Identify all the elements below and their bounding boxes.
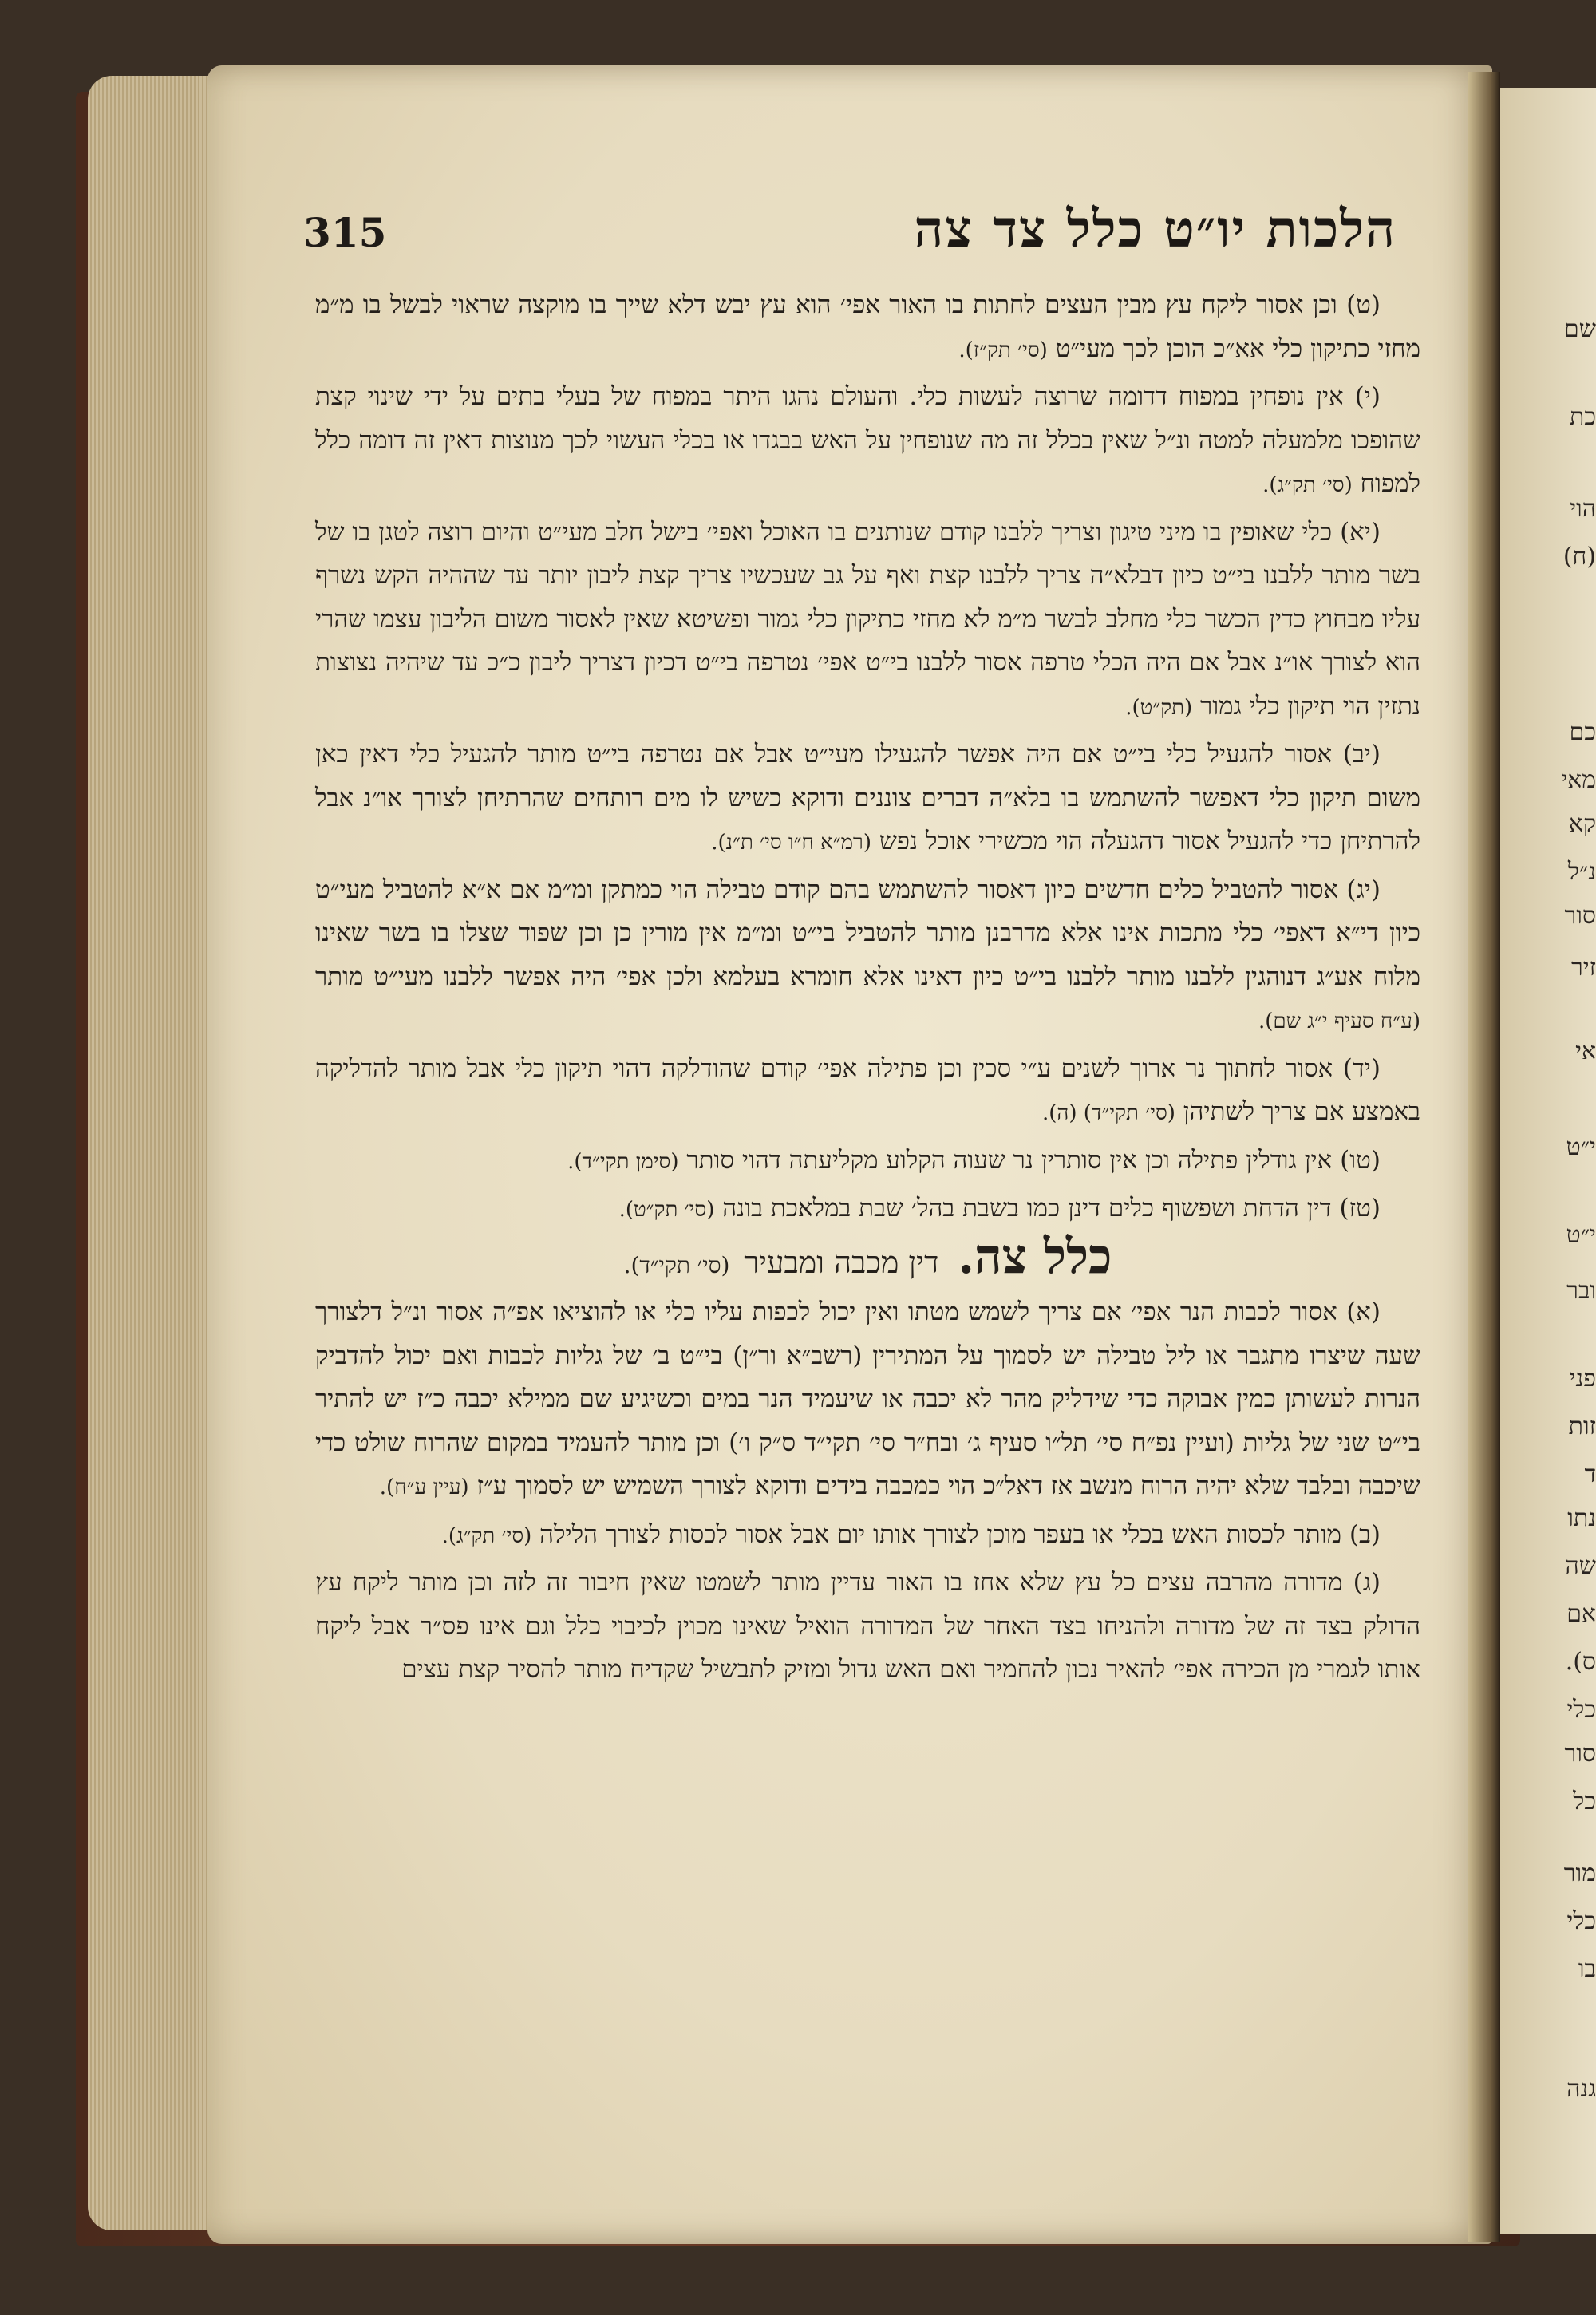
paragraph-ref: (ע״ח סעיף י״ג שם). <box>1258 1009 1420 1033</box>
paragraphs-before <box>315 283 1420 1232</box>
next-page-fragment: מור <box>1563 1859 1596 1887</box>
section-heading-number: כלל צה. <box>958 1228 1112 1285</box>
paragraph <box>315 1047 1420 1136</box>
paragraph-mark: (יב) <box>1342 740 1381 768</box>
paragraph-text: אסור להגעיל כלי בי״ט אם היה אפשר להגעילו מעי״ט אבל אם נטרפה בי״ט מותר להגעיל כלי דאין כאן משום תיקון כלי דאפשר להשתמש בו בלא״ה דברים צוננים ודוקא כשיש לו מים רותחים שהרתיחן לצורך או״נ אבל להרתיחן כדי להגעיל אסור דהגעלה הוי מכשירי אוכל נפש <box>315 740 1420 855</box>
paragraphs-after <box>315 1290 1420 1692</box>
paragraph-mark: (א) <box>1346 1298 1381 1326</box>
section-heading <box>315 1228 1420 1288</box>
next-page-fragment: אי <box>1575 1037 1596 1065</box>
running-title: הלכות יו״ט כלל צד צה <box>914 200 1396 259</box>
paragraph-mark: (טז) <box>1339 1194 1381 1223</box>
page-edges <box>88 76 215 2230</box>
next-page-fragment: כלי <box>1566 1696 1596 1724</box>
paragraph-ref: (סי׳ תקי״ד) (ה). <box>1041 1101 1175 1125</box>
next-page-fragment: כת <box>1570 403 1596 431</box>
paragraph-ref: (רמ״א ח״ו סי׳ ת״נ). <box>711 831 871 855</box>
next-page-fragment: י״ט <box>1566 1221 1596 1249</box>
next-page-fragment: שה <box>1565 1552 1596 1580</box>
next-page-fragment: י״ט <box>1566 1133 1596 1161</box>
paragraph-text: מדורה מהרבה עצים כל עץ שלא אחז בו האור עדיין מותר לשמטו שאין חיבור זה לזה וכן מותר ליקח עץ הדולק בצד זה של מדורה ולהניחו בצד האחר של המדורה הואיל שאינו מכוין לכיבוי כלל וגם אינו פס״ר אבל ליקח אותו לגמרי מן הכירה אפי׳ להאיר נכון להחמיר ואם האש גדול ומזיק לתבשיל שקדיח מותר להסיר קצת עצים <box>315 1568 1420 1684</box>
paragraph-mark: (ב) <box>1349 1519 1381 1549</box>
paragraph-mark: (יג) <box>1346 875 1381 904</box>
next-page-fragment: כלי <box>1566 1907 1596 1935</box>
paragraph-mark: (ג) <box>1353 1568 1381 1597</box>
next-page-fragment: קא <box>1568 810 1596 838</box>
next-page-fragment: גנה <box>1566 2075 1596 2103</box>
paragraph-mark: (י) <box>1354 382 1381 411</box>
next-page-fragment: כם <box>1569 718 1596 746</box>
paragraph-ref: (סי׳ תק״ג). <box>1262 473 1353 497</box>
paragraph-text: אסור לכבות הנר אפי׳ אם צריך לשמש מטתו ואין יכול לכפות עליו כלי או להוציאו אפ״ה אסור ונ״ל דלצורך שעה שיצרו מתגבר או ליל טבילה יש לסמוך על המתירין (רשב״א ור״ן) בי״ט ב׳ של גליות לכבות ואם יכול להדביק הנרות לעשותן כמין אבוקה כדי שידליק מהר לא יכבה או שיעמיד הנר במים וכשיגיע שם ממילא יכבה כ״ז יש להתיר בי״ט שני של גליות (ועיין נפ״ח סי׳ תל״ו סעיף ג׳ ובח״ר סי׳ תקי״ד ס״ק ו׳) וכן מותר להעמיד במקום שהרוח שולט כדי שיכבה ובלבד שלא יהיה הרוח מנשב אז דאל״כ הוי כמכבה בידים ודוקא לצורך השמיש יש לסמוך ע״ז <box>315 1298 1420 1500</box>
section-heading-title: דין מכבה ומבעיר <box>744 1244 939 1280</box>
paragraph-mark: (יד) <box>1342 1053 1381 1083</box>
paragraph <box>315 868 1420 1044</box>
next-page-fragment: שם <box>1564 315 1596 343</box>
next-page-fragment: זיר <box>1571 954 1596 982</box>
next-page-fragment: ד <box>1584 1460 1596 1488</box>
paragraph <box>315 1187 1420 1232</box>
paragraph <box>315 1290 1420 1510</box>
paragraph-mark: (יא) <box>1340 517 1381 547</box>
paragraph-text: אין גודלין פתילה וכן אין סותרין נר שעוה הקלוע מקליעתה דהוי סותר <box>686 1145 1333 1175</box>
page-header <box>287 200 1452 271</box>
paragraph-text: כלי שאופין בו מיני טיגון וצריך ללבנו קודם שנותנים בו האוכל ואפי׳ בישל חלב מעי״ט והיום רוצה לטגן בו של בשר מותר ללבנו בי״ט כיון דבלא״ה צריך ללבנו קצת ואף על גב שעכשיו צריך קצת ליבון יותר עד שההיה הקש נשרף עליו מבחוץ כדין הכשר כלי מחלב לבשר מ״מ לא מחזי כתיקון כלי גמור ופשיטא שאין לאסור משום הליבון עצמו שהרי הוא לצורך או״נ אבל אם היה הכלי טרפה אסור ללבנו בי״ט אפי׳ נטרפה בי״ט דכיון דצריך ליבון כ״כ עד שיהיה נצוצות נתזין הוי תיקון כלי גמור <box>315 517 1420 721</box>
paragraph-text: אסור לחתוך נר ארוך לשנים ע״י סכין וכן פתילה אפי׳ קודם שהודלקה דהוי תיקון כלי אבל מותר להדליקה באמצע אם צריך לשתיהן <box>315 1053 1420 1126</box>
paragraph <box>315 375 1420 508</box>
paragraph-mark: (ט) <box>1346 290 1381 319</box>
next-page-fragment: בו <box>1578 1955 1596 1983</box>
paragraph-text: אסור להטביל כלים חדשים כיון דאסור להשתמש בהם קודם טבילה הוי כמתקן ומ״מ אם א״א להטביל מעי״ט כיון די״א דאפי׳ כלי מתכות אינו אלא מדרבנן מותר להטביל בי״ט ומ״מ אין מורין כן וכן שפוד שצלו בו בשר שאינו מלוח אע״ג דנוהגין ללבנו מותר ללבנו בי״ט כיון דאינו אלא חומרא בעלמא ולכן אפי׳ היה אפשר ללבנו מעי״ט מותר <box>315 875 1420 991</box>
next-page-fragment: נ״ל <box>1567 858 1596 886</box>
paragraph <box>315 1561 1420 1692</box>
paragraph <box>315 1513 1420 1558</box>
paragraph-ref: (תק״ט). <box>1125 695 1193 720</box>
paragraph-text: מותר לכסות האש בכלי או בעפר מוכן לצורך אותו יום אבל אסור לכסות לצורך הלילה <box>539 1519 1341 1549</box>
paragraph-ref: (סימן תקי״ד). <box>567 1149 679 1174</box>
next-page-fragment: ס). <box>1565 1648 1596 1676</box>
section-heading-ref: (סי׳ תקי״ד). <box>623 1251 730 1278</box>
next-page-fragment: זות <box>1568 1412 1596 1440</box>
next-page-fragment: הוי <box>1570 495 1596 523</box>
paragraph <box>315 511 1420 730</box>
paragraph-text: דין הדחת ושפשוף כלים דינן כמו בשבת בהל׳ שבת במלאכת בונה <box>722 1194 1332 1223</box>
next-page-fragment: פני <box>1569 1365 1596 1393</box>
next-page-fragment: (ח) <box>1562 543 1596 571</box>
paragraph-ref: (סי׳ תק״ג). <box>441 1523 532 1548</box>
paragraph-text: וכן אסור ליקח עץ מבין העצים לחתות בו האור אפי׳ הוא עץ יבש דלא שייך בו מוקצה שראוי לבשל בו מ״מ מחזי כתיקון כלי אא״כ הוכן לכך מעי״ט <box>315 290 1420 363</box>
paragraph <box>315 1139 1420 1184</box>
page-body <box>315 283 1420 1695</box>
next-page-fragment: סור <box>1564 902 1596 930</box>
next-page-fragment: ובר <box>1566 1277 1596 1305</box>
paragraph-text: אין נופחין במפוח דדומה שרוצה לעשות כלי. והעולם נהגו היתר במפוח של בעלי בתים על ידי שינוי קצת שהופכו מלמעלה למטה ונ״ל שאין בכלל זה מה שנופחין על האש בבגדו או בכלי העשוי לכך מנוצות דאין זה דומה כלל למפוח <box>315 382 1420 498</box>
paragraph-ref: (עיין ע״ח). <box>379 1476 469 1499</box>
next-page-fragment: סור <box>1564 1740 1596 1768</box>
paragraph <box>315 733 1420 865</box>
next-page-fragment: כל <box>1573 1788 1596 1815</box>
paragraph-ref: (סי׳ תק״ט). <box>618 1198 715 1222</box>
paragraph <box>315 283 1420 372</box>
next-page-fragment: אם <box>1566 1600 1596 1628</box>
book-gutter <box>1468 72 1500 2242</box>
paragraph-mark: (טו) <box>1340 1145 1381 1175</box>
page-number: 315 <box>303 209 387 256</box>
next-page-fragment: מאי <box>1561 766 1596 794</box>
next-page-fragment: נתו <box>1567 1504 1596 1532</box>
paragraph-ref: (סי׳ תק״ז). <box>958 338 1048 362</box>
